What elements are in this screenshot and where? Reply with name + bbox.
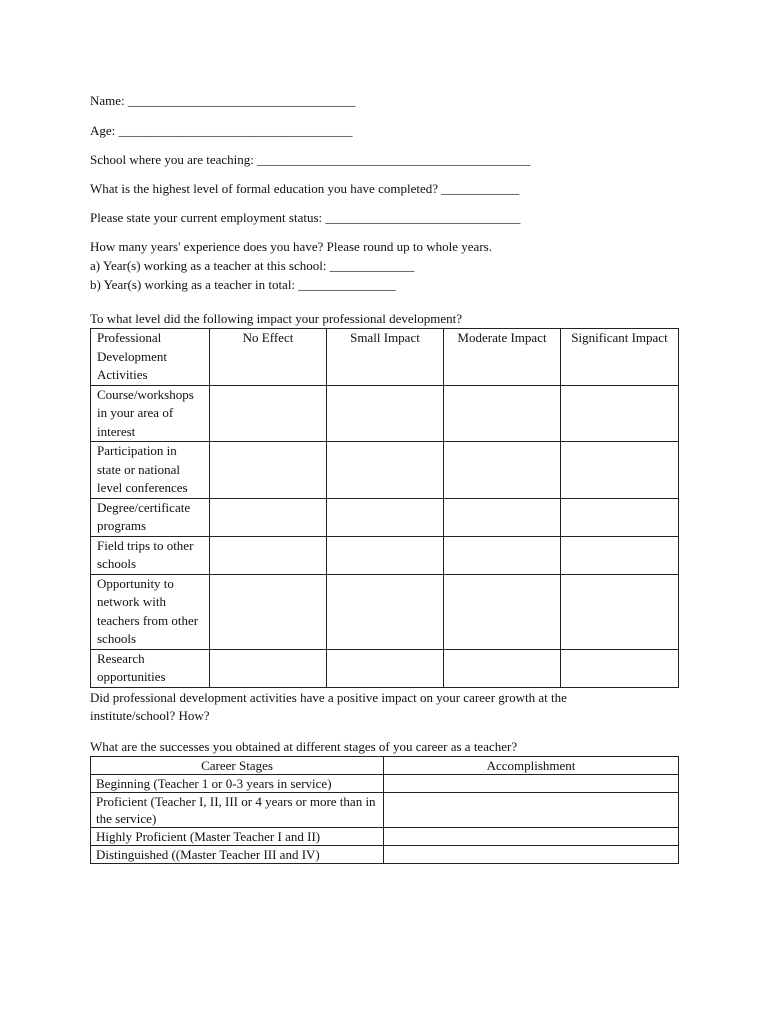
activity-label: Degree/certificate programs [91, 498, 210, 536]
header-activities: Professional Development Activities [91, 329, 210, 386]
table-row [91, 498, 679, 536]
impact-header-row [91, 329, 679, 386]
age-field[interactable]: Age: ____________________________________ [90, 123, 353, 138]
rating-cell[interactable] [327, 442, 444, 499]
rating-cell[interactable] [561, 574, 679, 649]
activity-label: Field trips to other schools [91, 536, 210, 574]
table-row [91, 574, 679, 649]
rating-cell[interactable] [210, 574, 327, 649]
table-row [91, 793, 679, 828]
rating-cell[interactable] [327, 536, 444, 574]
name-field[interactable]: Name: ___________________________________ [90, 93, 356, 108]
rating-cell[interactable] [444, 536, 561, 574]
table-row [91, 442, 679, 499]
education-field[interactable]: What is the highest level of formal education you have completed? ____________ [90, 181, 520, 196]
impact-table-caption: To what level did the following impact your professional development? [90, 311, 463, 326]
table-row [91, 828, 679, 846]
header-moderate-impact: Moderate Impact [444, 329, 561, 386]
rating-cell[interactable] [210, 498, 327, 536]
impact-table [90, 328, 679, 688]
stage-label: Proficient (Teacher I, II, III or 4 years or more than in the service) [91, 793, 384, 828]
accomplishment-cell[interactable] [384, 828, 679, 846]
stage-label: Beginning (Teacher 1 or 0-3 years in service) [91, 775, 384, 793]
experience-question: How many years' experience does you have? Please round up to whole years. [90, 239, 492, 254]
rating-cell[interactable] [327, 385, 444, 442]
table-row [91, 385, 679, 442]
activity-label: Participation in state or national level conferences [91, 442, 210, 499]
rating-cell[interactable] [444, 442, 561, 499]
table-row [91, 649, 679, 687]
header-small-impact: Small Impact [327, 329, 444, 386]
header-no-effect: No Effect [210, 329, 327, 386]
school-field[interactable]: School where you are teaching: __________________________________________ [90, 152, 531, 167]
rating-cell[interactable] [561, 649, 679, 687]
employment-field[interactable]: Please state your current employment status: ______________________________ [90, 210, 521, 225]
rating-cell[interactable] [561, 498, 679, 536]
accomplishment-cell[interactable] [384, 846, 679, 864]
table-row [91, 536, 679, 574]
rating-cell[interactable] [561, 385, 679, 442]
table-row [91, 846, 679, 864]
rating-cell[interactable] [210, 442, 327, 499]
experience-school-field[interactable]: a) Year(s) working as a teacher at this school: _____________ [90, 258, 415, 273]
header-significant-impact: Significant Impact [561, 329, 679, 386]
rating-cell[interactable] [210, 536, 327, 574]
career-stages-table [90, 756, 679, 864]
rating-cell[interactable] [444, 385, 561, 442]
activity-label: Course/workshops in your area of interest [91, 385, 210, 442]
rating-cell[interactable] [444, 649, 561, 687]
rating-cell[interactable] [210, 649, 327, 687]
rating-cell[interactable] [327, 649, 444, 687]
rating-cell[interactable] [327, 574, 444, 649]
stage-label: Highly Proficient (Master Teacher I and II) [91, 828, 384, 846]
header-accomplishment: Accomplishment [384, 757, 679, 775]
rating-cell[interactable] [561, 536, 679, 574]
rating-cell[interactable] [444, 498, 561, 536]
rating-cell[interactable] [210, 385, 327, 442]
header-career-stages: Career Stages [91, 757, 384, 775]
accomplishment-cell[interactable] [384, 793, 679, 828]
rating-cell[interactable] [327, 498, 444, 536]
career-growth-question: Did professional development activities have a positive impact on your career growth at the institute/school? How? [90, 690, 567, 723]
stages-table-caption: What are the successes you obtained at different stages of you career as a teacher? [90, 739, 518, 754]
activity-label: Research opportunities [91, 649, 210, 687]
rating-cell[interactable] [561, 442, 679, 499]
activity-label: Opportunity to network with teachers from other schools [91, 574, 210, 649]
table-row [91, 775, 679, 793]
experience-total-field[interactable]: b) Year(s) working as a teacher in total: _______________ [90, 277, 396, 292]
stages-header-row [91, 757, 679, 775]
rating-cell[interactable] [444, 574, 561, 649]
stage-label: Distinguished ((Master Teacher III and IV) [91, 846, 384, 864]
accomplishment-cell[interactable] [384, 775, 679, 793]
